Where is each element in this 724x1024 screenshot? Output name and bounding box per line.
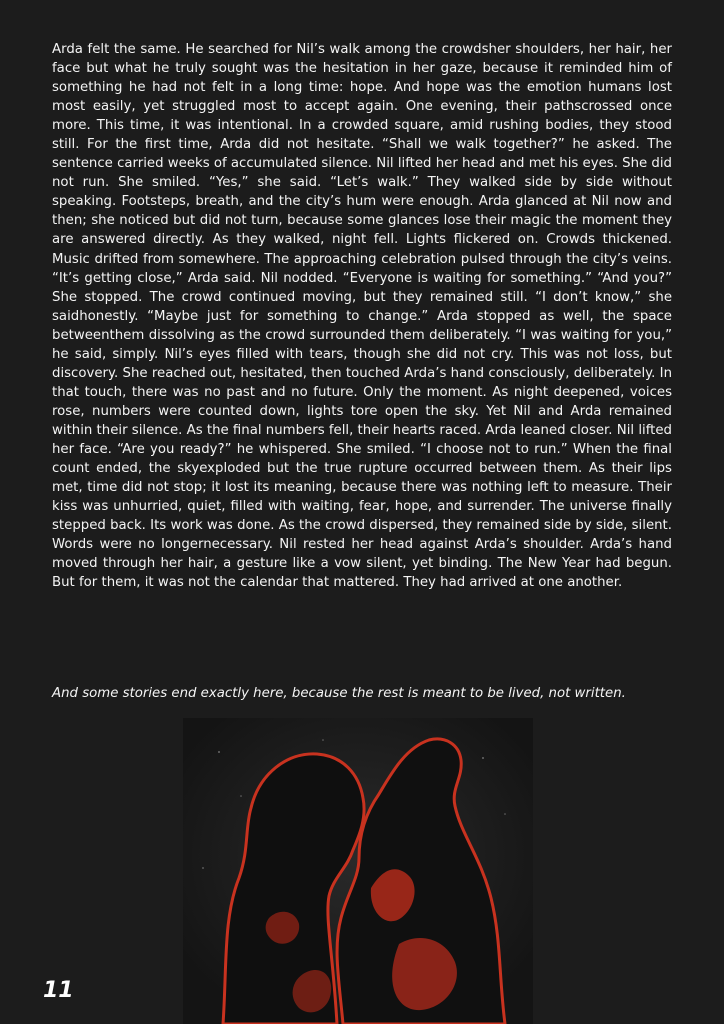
story-closing-line: And some stories end exactly here, because the rest is meant to be lived, not written. (52, 686, 626, 701)
couple-kiss-illustration (183, 718, 533, 1024)
couple-kiss-svg (183, 718, 533, 1024)
page-number: 11 (43, 978, 74, 1003)
story-body-text: Arda felt the same. He searched for Nil’s walk among the crowdsher shoulders, her hair, her face but what he truly sought was the hesitation in her gaze, because it reminded him of something he had not felt in a long time: hope. And hope was the emotion humans lost most easily, yet struggled most to accept again. One evening, their pathscrossed once more. This time, it was intentional. In a crowded square, amid rushing bodies, they stood still. For the first time, Arda did not hesitate. “Shall we walk together?” he asked. The sentence carried weeks of accumulated silence. Nil lifted her head and met his eyes. She did not run. She smiled. “Yes,” she said. “Let’s walk.” They walked side by side without speaking. Footsteps, breath, and the city’s hum were enough. Arda glanced at Nil now and then; she noticed but did not turn, because some glances lose their magic the moment they are answered directly. As they walked, night fell. Lights flickered on. Crowds thickened. Music drifted from somewhere. The approaching celebration pulsed through the city’s veins. “It’s getting close,” Arda said. Nil nodded. “Everyone is waiting for something.” “And you?” She stopped. The crowd continued moving, but they remained still. “I don’t know,” she saidhonestly. “Maybe just for something to change.” Arda stopped as well, the space betweenthem dissolving as the crowd surrounded them deliberately. “I was waiting for you,” he said, simply. Nil’s eyes filled with tears, though she did not cry. This was not loss, but discovery. She reached out, hesitated, then touched Arda’s hand consciously, deliberately. In that touch, there was no past and no future. Only the moment. As night deepened, voices rose, numbers were counted down, lights tore open the sky. Yet Nil and Arda remained within their silence. As the final numbers fell, their hearts raced. Arda leaned closer. Nil lifted her face. “Are you ready?” he whispered. She smiled. “I choose not to run.” When the final count ended, the skyexploded but the true rupture occurred between them. As their lips met, time did not stop; it lost its meaning, because there was nothing left to measure. Their kiss was unhurried, quiet, filled with waiting, fear, hope, and surrender. The universe finally stepped back. Its work was done. As the crowd dispersed, they remained side by side, silent. Words were no longernecessary. Nil rested her head against Arda’s shoulder. Arda’s hand moved through her hair, a gesture like a vow silent, yet binding. The New Year had begun. But for them, it was not the calendar that mattered. They had arrived at one another. (52, 42, 672, 591)
